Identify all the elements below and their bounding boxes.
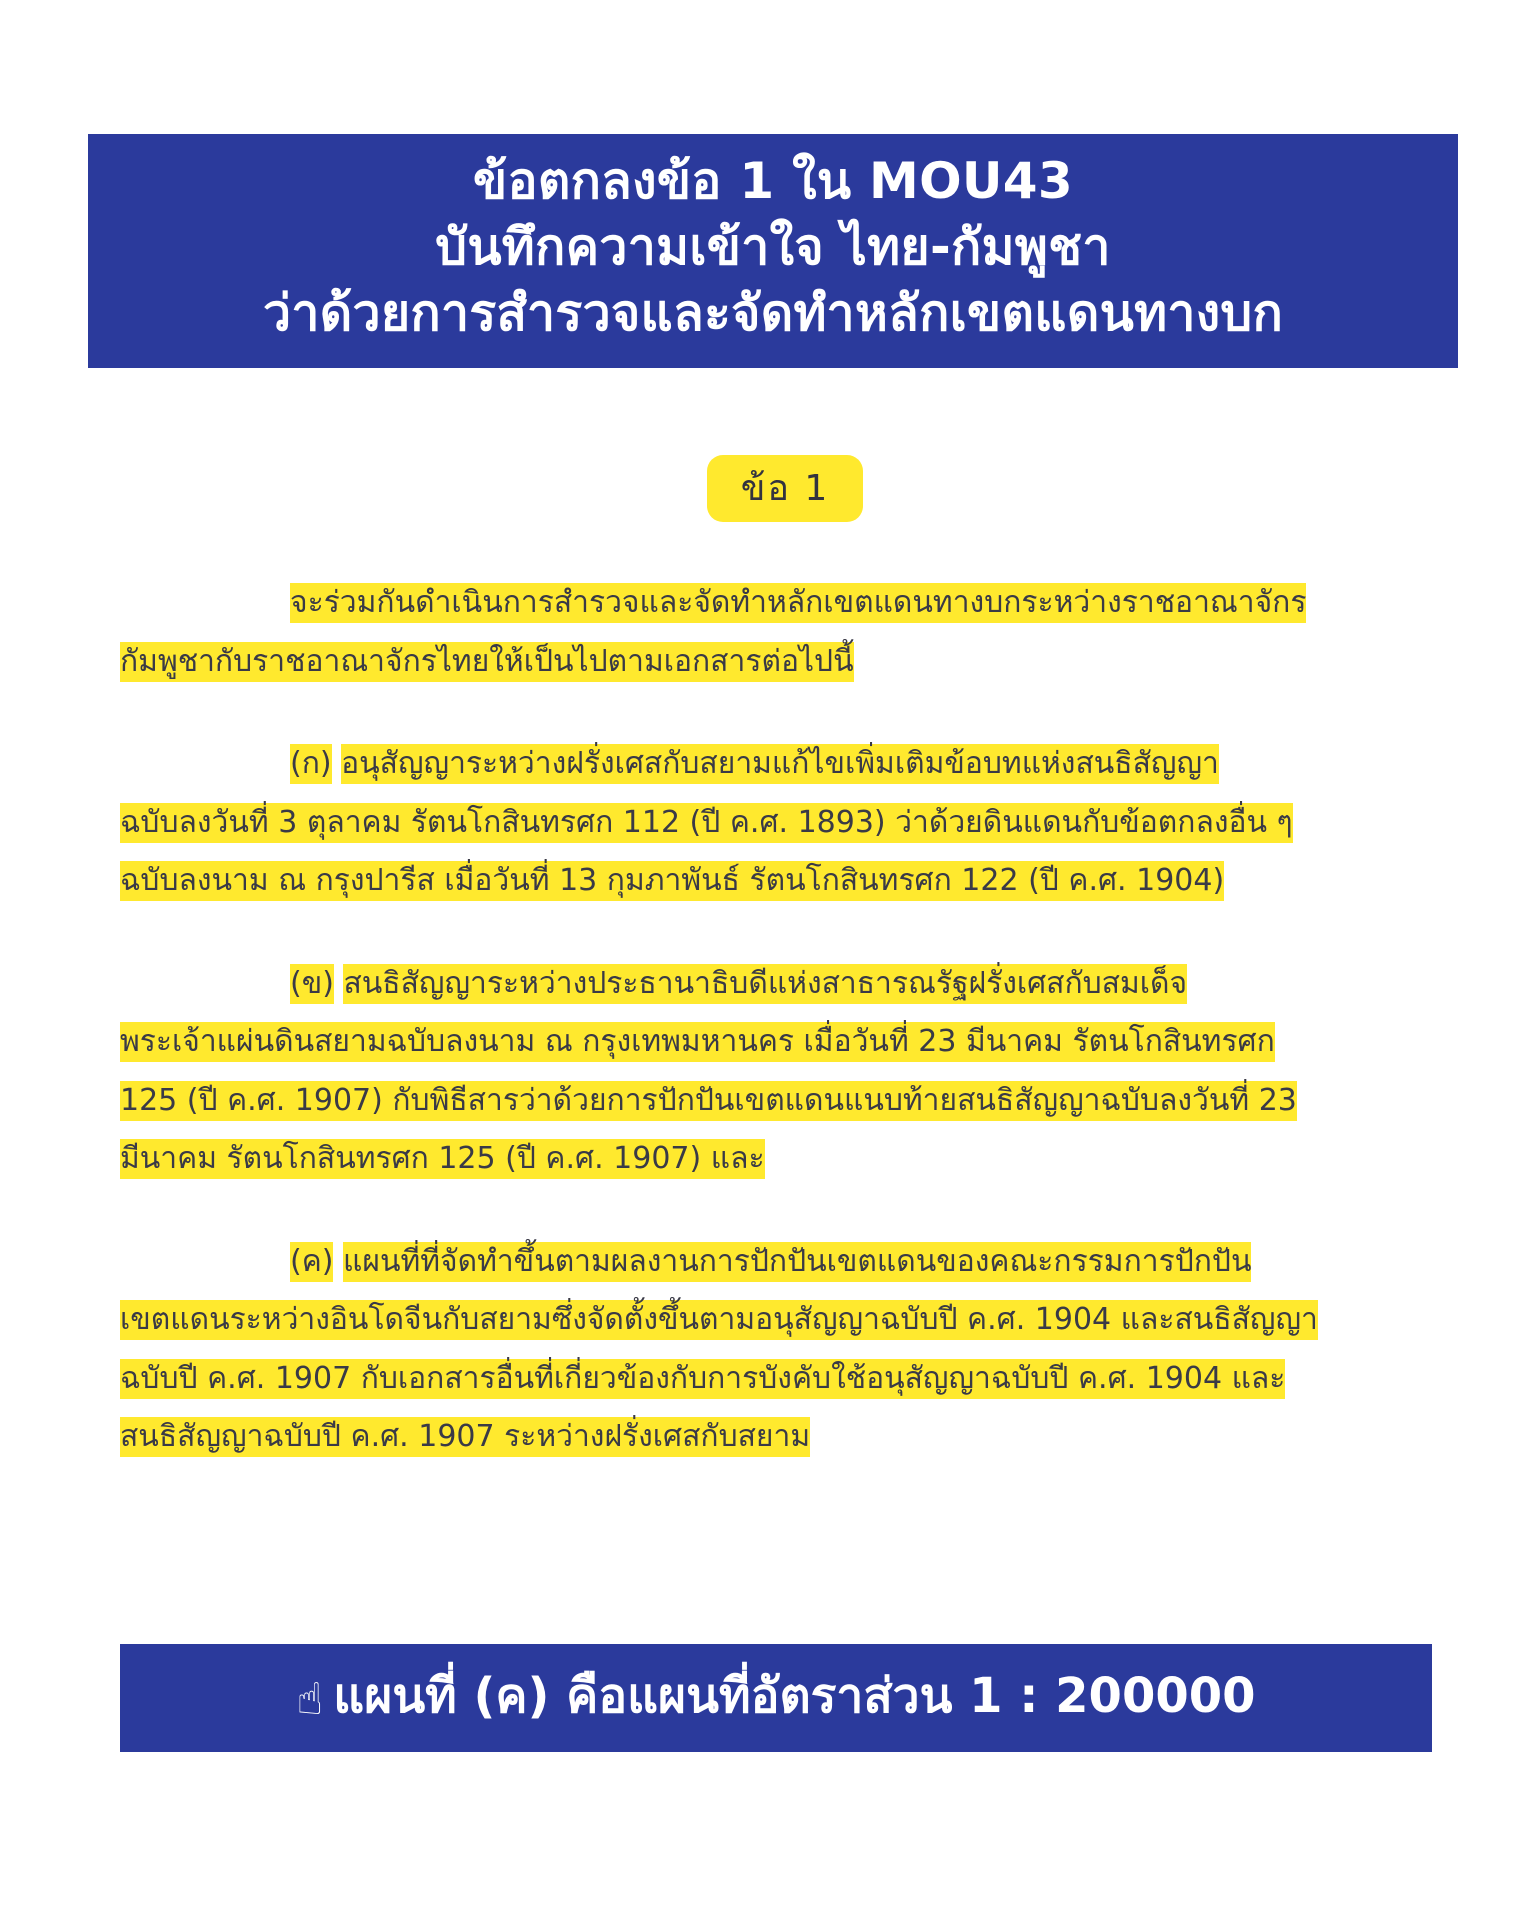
header-title-line-3: ว่าด้วยการสำรวจและจัดทำหลักเขตแดนทางบก	[262, 284, 1284, 342]
item-c-line-4	[120, 1414, 1450, 1461]
item-b-line-1	[120, 961, 1450, 1008]
footer-banner	[120, 1644, 1432, 1752]
item-c-label: (ค)	[290, 1242, 333, 1282]
item-b-line-3	[120, 1078, 1450, 1125]
item-c-line-2	[120, 1297, 1450, 1344]
intro-paragraph	[120, 580, 1450, 685]
intro-line-1	[120, 580, 1450, 627]
item-a-line-1-text: อนุสัญญาระหว่างฝรั่งเศสกับสยามแก้ไขเพิ่มเติมข้อบทแห่งสนธิสัญญา	[341, 744, 1219, 784]
item-b-line-4	[120, 1136, 1450, 1183]
item-a-line-2-text: ฉบับลงวันที่ 3 ตุลาคม รัตนโกสินทรศก 112 (ปี ค.ศ. 1893) ว่าด้วยดินแดนกับข้อตกลงอื่น ๆ	[120, 803, 1293, 843]
item-a-label: (ก)	[290, 744, 332, 784]
intro-line-2	[120, 639, 1450, 686]
item-c-line-1	[120, 1239, 1450, 1286]
clause-item-a	[120, 741, 1450, 905]
clause-item-c	[120, 1239, 1450, 1461]
item-a-line-3-text: ฉบับลงนาม ณ กรุงปารีส เมื่อวันที่ 13 กุมภาพันธ์ รัตนโกสินทรศก 122 (ปี ค.ศ. 1904)	[120, 861, 1224, 901]
intro-line-2-text: กัมพูชากับราชอาณาจักรไทยให้เป็นไปตามเอกสารต่อไปนี้	[120, 642, 854, 682]
item-c-line-4-text: สนธิสัญญาฉบับปี ค.ศ. 1907 ระหว่างฝรั่งเศสกับสยาม	[120, 1417, 810, 1457]
item-c-line-2-text: เขตแดนระหว่างอินโดจีนกับสยามซึ่งจัดตั้งขึ้นตามอนุสัญญาฉบับปี ค.ศ. 1904 และสนธิสัญญา	[120, 1300, 1318, 1340]
item-b-line-3-text: 125 (ปี ค.ศ. 1907) กับพิธีสารว่าด้วยการปักปันเขตแดนแนบท้ายสนธิสัญญาฉบับลงวันที่ 23	[120, 1081, 1297, 1121]
intro-line-1-text: จะร่วมกันดำเนินการสำรวจและจัดทำหลักเขตแดนทางบกระหว่างราชอาณาจักร	[290, 583, 1306, 623]
item-c-line-3-text: ฉบับปี ค.ศ. 1907 กับเอกสารอื่นที่เกี่ยวข้องกับการบังคับใช้อนุสัญญาฉบับปี ค.ศ. 1904 และ	[120, 1359, 1285, 1399]
item-b-line-2	[120, 1019, 1450, 1066]
header-banner	[88, 134, 1458, 368]
item-b-line-2-text: พระเจ้าแผ่นดินสยามฉบับลงนาม ณ กรุงเทพมหานคร เมื่อวันที่ 23 มีนาคม รัตนโกสินทรศก	[120, 1022, 1275, 1062]
document-body	[120, 455, 1450, 1517]
item-b-line-4-text: มีนาคม รัตนโกสินทรศก 125 (ปี ค.ศ. 1907) และ	[120, 1139, 765, 1179]
item-c-line-1-text: แผนที่ที่จัดทำขึ้นตามผลงานการปักปันเขตแดนของคณะกรรมการปักปัน	[343, 1242, 1251, 1282]
item-a-line-2	[120, 800, 1450, 847]
item-c-line-3	[120, 1356, 1450, 1403]
item-b-label: (ข)	[290, 964, 334, 1004]
item-b-line-1-text: สนธิสัญญาระหว่างประธานาธิบดีแห่งสาธารณรัฐฝรั่งเศสกับสมเด็จ	[343, 964, 1187, 1004]
pointing-up-hand-icon: ☝	[296, 1674, 324, 1725]
header-title-line-2: บันทึกความเข้าใจ ไทย-กัมพูชา	[435, 218, 1111, 276]
clause-item-b	[120, 961, 1450, 1183]
clause-title-container	[120, 455, 1450, 522]
footer-text: แผนที่ (ค) คือแผนที่อัตราส่วน 1 : 200000	[333, 1668, 1256, 1724]
clause-title: ข้อ 1	[707, 455, 864, 522]
item-a-line-1	[120, 741, 1450, 788]
item-a-line-3	[120, 858, 1450, 905]
header-title-line-1: ข้อตกลงข้อ 1 ใน MOU43	[473, 152, 1073, 210]
